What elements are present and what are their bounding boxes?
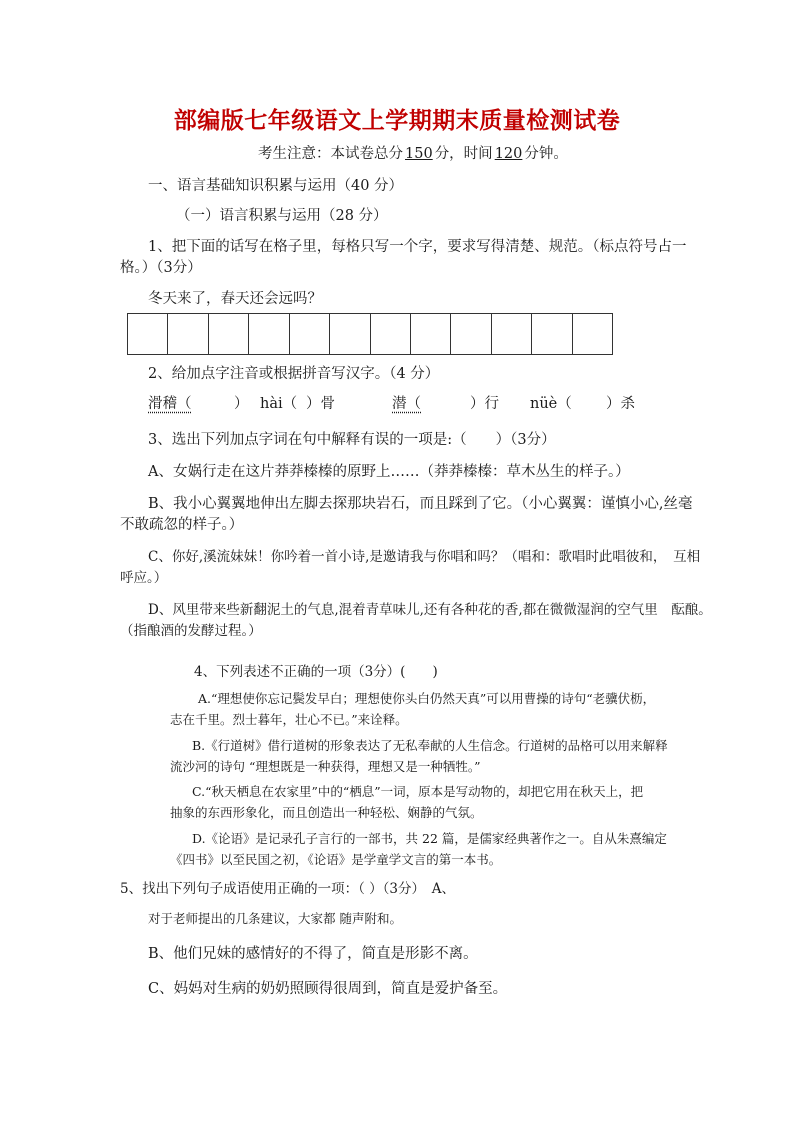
q2-item-2-close: ）骨 xyxy=(306,396,335,412)
q4-option-b-line1: B.《行道树》借行道树的形象表达了无私奉献的人生信念。行道树的品格可以用来解释 xyxy=(192,738,668,753)
q3-prompt: 3、选出下列加点字词在句中解释有误的一项是:（ ）（3分） xyxy=(148,432,556,448)
exam-time: 120 xyxy=(494,146,523,162)
q3-option-a: A、女娲行走在这片莽莽榛榛的原野上……（莽莽榛榛：草木丛生的样子。） xyxy=(148,464,630,480)
grid-cell[interactable] xyxy=(451,314,491,354)
q3-option-c-line2: 呼应。） xyxy=(120,570,168,586)
grid-cell[interactable] xyxy=(249,314,289,354)
grid-cell[interactable] xyxy=(573,314,612,354)
page-title: 部编版七年级语文上学期期末质量检测试卷 xyxy=(173,107,621,134)
grid-cell[interactable] xyxy=(371,314,411,354)
grid-cell[interactable] xyxy=(209,314,249,354)
q4-option-d-line2: 《四书》以至民国之初，《论语》是学童学文言的第一本书。 xyxy=(170,852,502,867)
total-score: 150 xyxy=(405,146,433,162)
notice-prefix: 考生注意：本试卷总分 xyxy=(258,146,403,162)
q4-option-a-line2: 志在千里。烈士暮年，壮心不已。”来诠释。 xyxy=(170,712,408,727)
q2-item-3: 潜（ xyxy=(392,396,421,412)
q5-prompt: 5、找出下列句子成语使用正确的一项：（ ）（3分） A、 xyxy=(120,881,455,897)
grid-cell[interactable] xyxy=(532,314,572,354)
q3-option-b-line1: B、我小心翼翼地伸出左脚去探那块岩石，而且踩到了它。（小心翼翼：谨慎小心,丝毫 xyxy=(148,496,693,512)
notice-suffix: 分钟。 xyxy=(524,146,568,162)
q4-option-c-line2: 抽象的东西形象化，而且创造出一种轻松、娴静的气氛。 xyxy=(170,805,483,820)
q2-item-2: hài（ xyxy=(260,396,298,412)
q2-item-4: nüè（ xyxy=(530,396,572,412)
q2-item-1: 滑稽（ xyxy=(148,396,192,412)
q1-sentence: 冬天来了，春天还会远吗？ xyxy=(148,291,322,307)
q1-prompt-line1: 1、把下面的话写在格子里，每格只写一个字，要求写得清楚、规范。（标点符号占一 xyxy=(148,239,687,255)
q3-option-d-line1: D、风里带来些新翻泥土的气息,混着青草味儿,还有各种花的香,都在微微湿润的空气里 酝酿。 xyxy=(148,602,712,618)
q2-item-4-close: ）杀 xyxy=(606,396,635,412)
subsection-heading: （一）语言积累与运用（28 分） xyxy=(176,208,388,224)
q5-option-b: B、他们兄妹的感情好的不得了，简直是形影不离。 xyxy=(148,946,478,962)
q1-prompt-line2: 格。）（3分） xyxy=(120,260,202,276)
grid-cell[interactable] xyxy=(128,314,168,354)
grid-cell[interactable] xyxy=(290,314,330,354)
exam-notice xyxy=(258,142,568,163)
grid-cell[interactable] xyxy=(168,314,208,354)
q4-option-b-line2: 流沙河的诗句 “理想既是一种获得，理想又是一种牺牲。” xyxy=(170,759,481,774)
section-heading: 一、语言基础知识积累与运用（40 分） xyxy=(148,178,404,194)
q2-item-3-close: ）行 xyxy=(470,396,499,412)
notice-mid: 分，时间 xyxy=(434,146,493,162)
grid-cell[interactable] xyxy=(411,314,451,354)
q3-option-c-line1: C、你好,溪流妹妹！你吟着一首小诗,是邀请我与你唱和吗？（唱和：歌唱时此唱彼和， 互相 xyxy=(148,549,701,565)
q5-option-a: 对于老师提出的几条建议，大家都 随声附和。 xyxy=(148,911,402,926)
q3-option-d-line2: （指酿酒的发酵过程。） xyxy=(120,623,262,639)
answer-grid xyxy=(127,313,613,355)
q4-option-a-line1: A.“理想使你忘记鬓发早白；理想使你头白仍然天真”可以用曹操的诗句“老骥伏枥， xyxy=(198,691,656,706)
grid-cell[interactable] xyxy=(330,314,370,354)
q5-option-c: C、妈妈对生病的奶奶照顾得很周到，简直是爱护备至。 xyxy=(148,981,508,997)
q2-prompt: 2、给加点字注音或根据拼音写汉字。（4 分） xyxy=(148,366,440,382)
q4-option-d-line1: D.《论语》是记录孔子言行的一部书，共 22 篇，是儒家经典著作之一。自从朱熹编定 xyxy=(192,831,667,846)
q4-prompt: 4、下列表述不正确的一项（3分）( ) xyxy=(194,664,438,680)
grid-cell[interactable] xyxy=(492,314,532,354)
q4-option-c-line1: C.“秋天栖息在农家里”中的“栖息”一词，原本是写动物的，却把它用在秋天上，把 xyxy=(192,784,644,799)
q2-item-1-close: ） xyxy=(234,396,249,412)
q3-option-b-line2: 不敢疏忽的样子。） xyxy=(120,517,244,533)
